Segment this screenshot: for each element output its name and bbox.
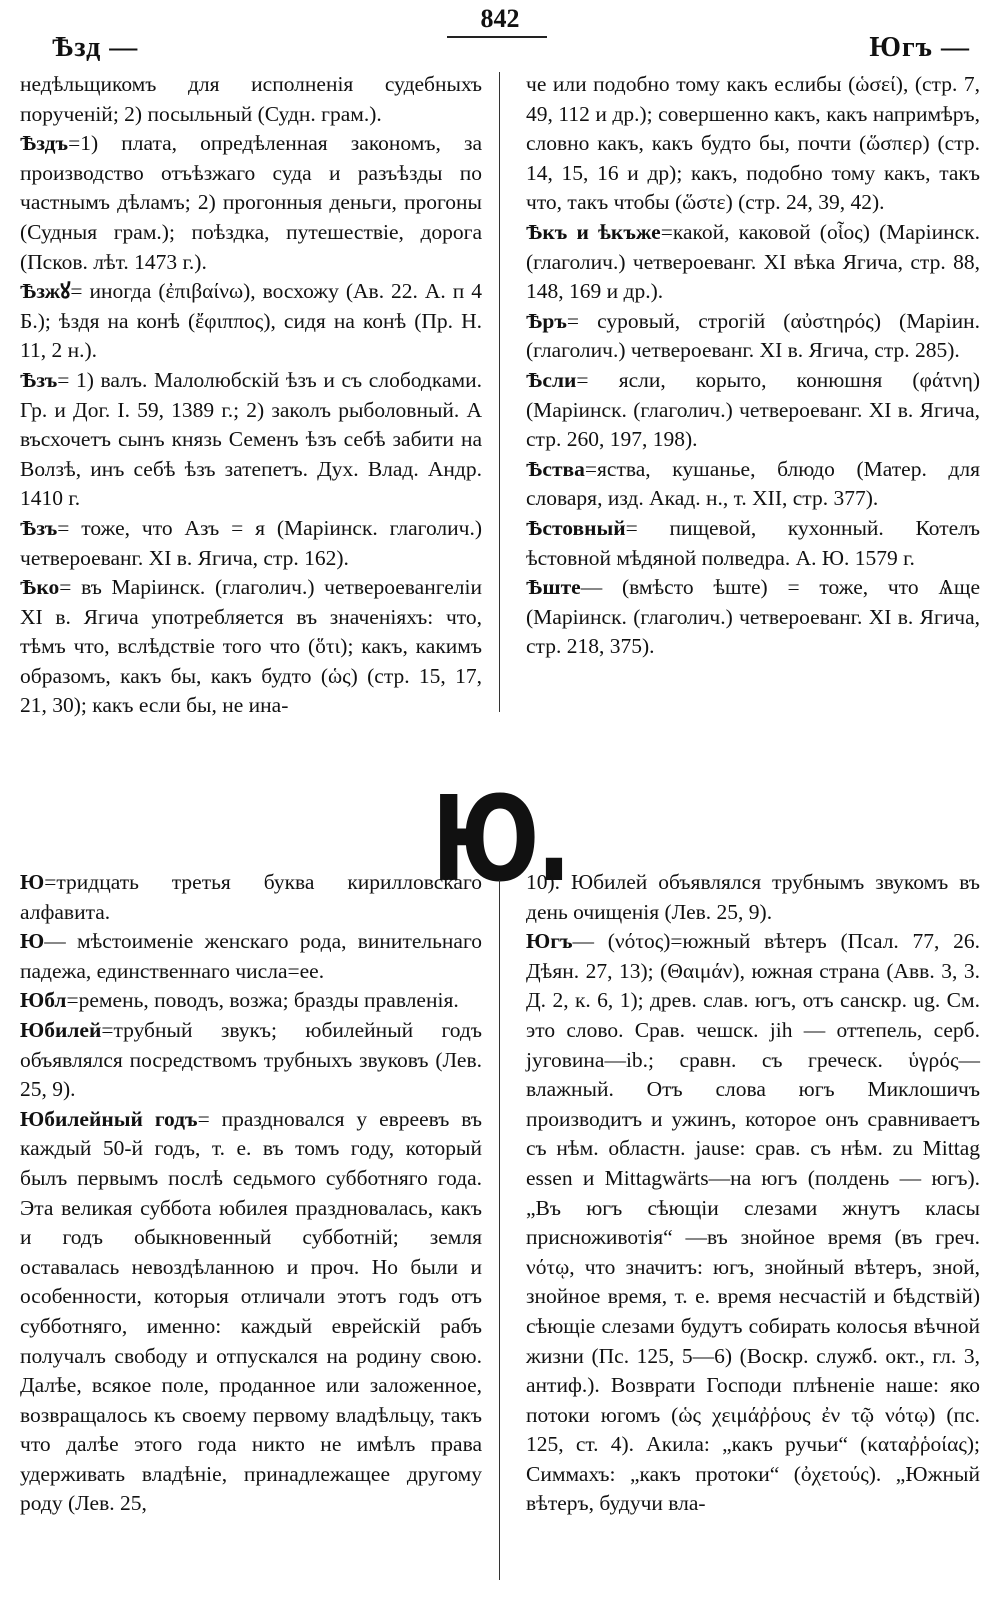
- entry-text: = пищевой, кухонный. Котелъ ѣстовной мѣдяной полведра. А. Ю. 1579 г.: [526, 515, 980, 570]
- entry-headword: Ѣште: [526, 575, 581, 600]
- entry-headword: Юбилей: [20, 1017, 102, 1042]
- column-divider-top: [499, 72, 500, 712]
- entry-headword: Ѣръ: [526, 308, 567, 333]
- column-top-left: [20, 70, 482, 721]
- entry-text: — (вмѣсто ѣште) = тоже, что Ѧще (Маріинск. (глаголич.) четвероеванг. XI в. Ягича, стр. 218, 375).: [526, 575, 980, 659]
- entry-headword: Ѣзжꙋ: [20, 279, 71, 304]
- entry-headword: Ѣко: [20, 575, 60, 600]
- entry-headword: Ѣкъ и ѣкъже: [526, 219, 661, 244]
- dictionary-entry: [20, 129, 482, 277]
- entry-headword: Ѣства: [526, 456, 585, 481]
- dictionary-entry: [20, 986, 482, 1016]
- dictionary-entry: [20, 366, 482, 514]
- entry-headword: Ѣзъ: [20, 515, 58, 540]
- entry-text: че или подобно тому какъ еслибы (ὡσεί), (стр. 7, 49, 112 и др.); совершенно какъ, какъ напримѣръ, словно какъ, какъ будто бы, почти (ὥσπερ) (стр. 14, 15, 16 и др); какъ, подобно тому какъ, такъ что, такъ чтобы (ὥστε) (стр. 24, 39, 42).: [526, 72, 980, 215]
- entry-text: — (νότος)=южный вѣтеръ (Псал. 77, 26. Дѣян. 27, 13); (Θαιμάν), южная страна (Авв. 3, 3. Д. 2, к. 6, 1); древ. слав. югъ, отъ санскр. ug. См. это слово. Срав. чешск. jih — оттепель, серб. југовина—ib.; сравн. съ греческ. ὑγρός—влажный. Отъ слова югъ Миклошичъ производитъ и ужинъ, которое онъ сравниваетъ съ нѣм. областн. jause: срав. съ нѣм. zu Mittag essen и Mittagwärts—на югъ (полдень — югъ). „Въ югъ сѣющіи слезами жнутъ класы присноживотія“ —въ знойное время (въ греч. νότῳ, что значитъ: югъ, знойный вѣтеръ, зной, знойное время, т. е. время несчастій и бѣдствій) сѣющіе слезами будутъ собирать колосья вѣчной жизни (Пс. 125, 5—6) (Воскр. служб. окт., гл. 3, антиф.). Возврати Господи плѣненіе наше: яко потоки югомъ (ὡς χειμάῤῥους ἐν τῷ νότῳ) (пс. 125, ст. 4). Акила: „какъ ручьи“ (καταῤῥοίας); Симмахъ: „какъ протоки“ (ὀχετούς). „Южный вѣтеръ, будучи вла-: [526, 929, 980, 1516]
- dictionary-entry: [20, 277, 482, 366]
- entry-text: = въ Маріинск. (глаголич.) четвероевангеліи XI в. Ягича употребляется въ значеніяхъ: что, тѣмъ что, вслѣдствіе того что (ὅτι); какъ, какимъ образомъ, какъ бы, какъ будто (ὡς) (стр. 15, 17, 21, 30); какъ если бы, не ина-: [20, 575, 482, 718]
- running-head-right: Югъ —: [869, 32, 970, 63]
- page-number-rule: [447, 36, 547, 38]
- entry-headword: Ѣздъ: [20, 131, 69, 156]
- entry-text: = праздновался у евреевъ въ каждый 50-й годъ, т. е. въ томъ году, который былъ первымъ послѣ седьмого субботняго года. Эта великая суббота юбилея праздновалась, какъ и годъ обыкновенный субботній; земля оставалась невоздѣланною и проч. Но были и особенности, которыя отличали этотъ годъ отъ субботняго, именно: каждый еврейскій рабъ получалъ свободу и отпускался на родину свою. Далѣе, всякое поле, проданное или заложенное, возвращалось къ своему первому владѣльцу, такъ что далѣе этого года никто не имѣлъ права удерживать владѣніе, принадлежащее другому роду (Лев. 25,: [20, 1106, 482, 1516]
- column-top-right: [526, 70, 980, 662]
- entry-text: — мѣстоименіе женскаго рода, винительнаго падежа, единственнаго числа=ее.: [20, 929, 482, 983]
- dictionary-entry: [526, 573, 980, 662]
- section-letter: Ю.: [431, 770, 569, 908]
- entry-text: =яства, кушанье, блюдо (Матер. для словаря, изд. Акад. н., т. XII, стр. 377).: [526, 456, 980, 511]
- entry-text: = тоже, что Азъ = я (Маріинск. глаголич.) четвероеванг. XI в. Ягича, стр. 162).: [20, 515, 482, 570]
- entry-headword: Юбл: [20, 988, 67, 1013]
- dictionary-entry: [526, 366, 980, 455]
- column-bottom-right: [526, 868, 980, 1519]
- running-head-left: Ѣзд —: [52, 32, 139, 63]
- entry-text: =1) плата, опредѣленная закономъ, за производство отъѣзжаго суда и разъѣзды по частнымъ дѣламъ; 2) прогонныя деньги, прогоны (Судныя грам.); поѣздка, путешествіе, дорога (Псков. лѣт. 1473 г.).: [20, 131, 482, 274]
- entry-headword: Югъ: [526, 929, 573, 954]
- entry-text: = суровый, строгій (αὐστηρός) (Маріин. (глаголич.) четвероеванг. XI в. Ягича, стр. 285).: [526, 308, 980, 363]
- entry-headword: Ѣстовный: [526, 515, 626, 540]
- entry-continuation: [526, 868, 980, 927]
- dictionary-entry: [526, 307, 980, 366]
- entry-text: =тридцать третья буква кирилловскаго алфавита.: [20, 870, 482, 924]
- dictionary-entry: [526, 514, 980, 573]
- dictionary-entry: [20, 927, 482, 986]
- entry-headword: Ѣсли: [526, 367, 577, 392]
- column-bottom-left: [20, 868, 482, 1519]
- dictionary-entry: [20, 868, 482, 927]
- dictionary-entry: [20, 1016, 482, 1105]
- dictionary-entry: [526, 218, 980, 307]
- entry-text: = 1) валъ. Малолюбскій ѣзъ и съ слободками. Гр. и Дог. I. 59, 1389 г.; 2) заколъ рыболовный. А въсхочетъ сынъ князь Семенъ ѣзъ себѣ забити на Волзѣ, инъ себѣ ѣзъ затепетъ. Дух. Влад. Андр. 1410 г.: [20, 367, 482, 511]
- entry-headword: Ю: [20, 870, 45, 894]
- dictionary-entry: [20, 573, 482, 721]
- entry-text: = иногда (ἐπιβαίνω), восхожу (Ав. 22. А. п 4 Б.); ѣздя на конѣ (ἔφιππος), сидя на конѣ (Пр. Н. 11, 2 н.).: [20, 279, 482, 363]
- entry-text: =ремень, поводъ, возжа; бразды правленія.: [66, 988, 459, 1013]
- dictionary-entry: [20, 1105, 482, 1519]
- entry-text: =трубный звукъ; юбилейный годъ объявлялся посредствомъ трубныхъ звуковъ (Лев. 25, 9).: [20, 1017, 482, 1102]
- entry-text: 10). Юбилей объявлялся трубнымъ звукомъ въ день очищенія (Лев. 25, 9).: [526, 870, 980, 924]
- entry-text: =какой, каковой (οἷος) (Маріинск. (глаголич.) четвероеванг. XI вѣка Ягича, стр. 88, 148, 169 и др.).: [526, 219, 980, 304]
- entry-continuation: [20, 70, 482, 129]
- entry-text: = ясли, корыто, конюшня (φάτνη) (Маріинск. (глаголич.) четвероеванг. XI в. Ягича, стр. 260, 197, 198).: [526, 367, 980, 452]
- entry-headword: Юбилейный годъ: [20, 1106, 198, 1131]
- entry-text: недѣльщикомъ для исполненія судебныхъ порученій; 2) посыльный (Судн. грам.).: [20, 72, 482, 126]
- entry-continuation: [526, 70, 980, 218]
- entry-headword: Ю: [20, 929, 45, 954]
- entry-headword: Ѣзъ: [20, 367, 58, 392]
- page-number: 842: [480, 4, 520, 33]
- dictionary-entry: [20, 514, 482, 573]
- column-divider-bottom: [499, 880, 500, 1580]
- dictionary-entry: [526, 927, 980, 1519]
- dictionary-entry: [526, 455, 980, 514]
